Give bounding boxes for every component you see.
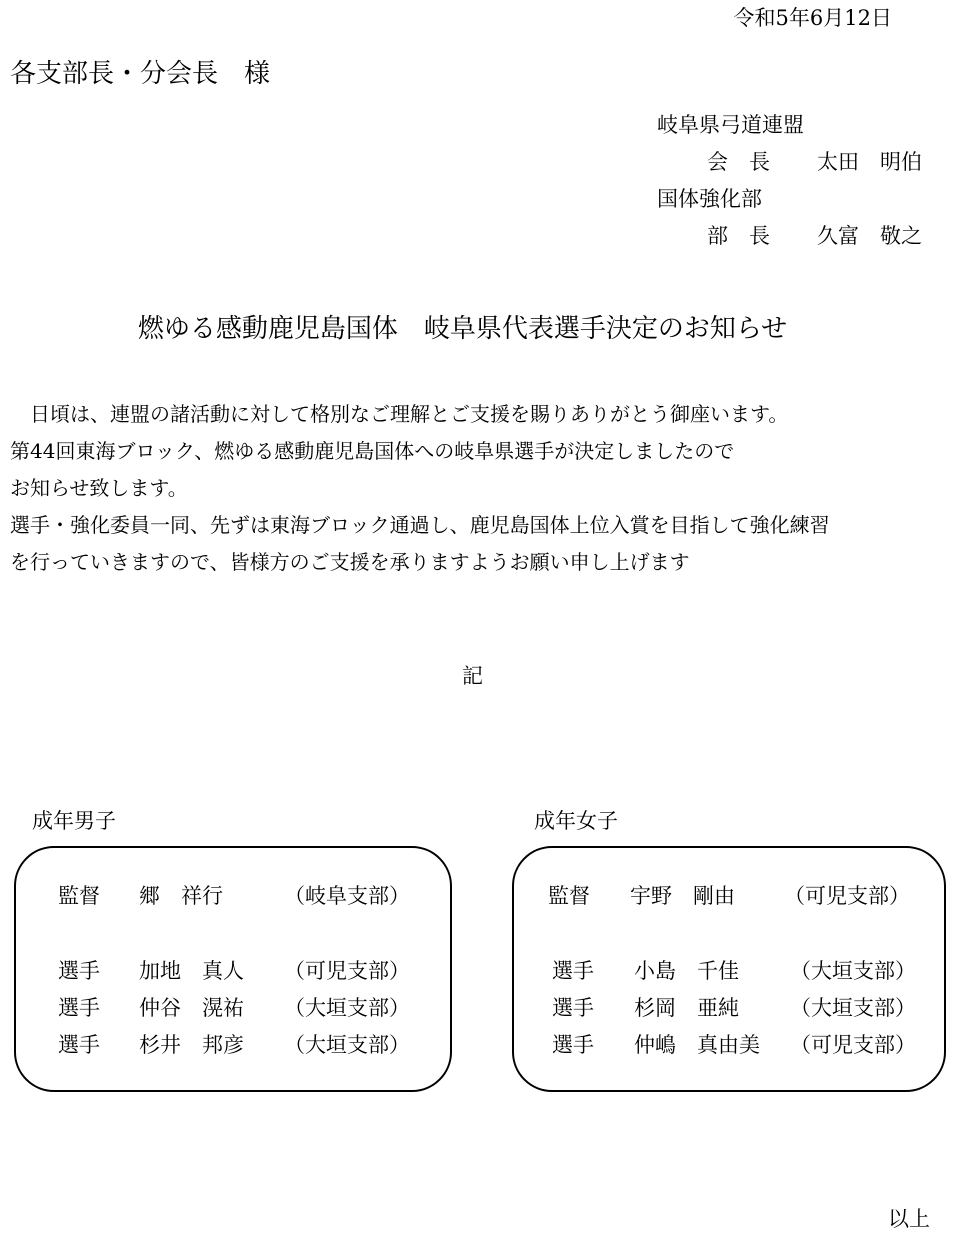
men-group-title: 成年男子	[32, 809, 116, 833]
member-branch: （岐阜支部）	[284, 884, 410, 908]
sender-dept-role: 部 長	[707, 224, 770, 248]
member-name: 小島 千佳	[634, 959, 739, 983]
member-role: 監督	[58, 884, 100, 908]
member-name: 杉岡 亜純	[634, 996, 739, 1020]
men-roster-box	[14, 846, 452, 1092]
document-date: 令和5年6月12日	[733, 6, 892, 30]
sender-org-name: 太田 明伯	[817, 150, 922, 174]
member-branch: （可児支部）	[284, 959, 410, 983]
member-name: 杉井 邦彦	[139, 1033, 244, 1057]
member-role: 選手	[58, 1033, 100, 1057]
member-role: 監督	[548, 884, 590, 908]
ki-heading: 記	[462, 664, 483, 688]
sender-dept-name: 久富 敬之	[817, 224, 922, 248]
member-name: 仲谷 滉祐	[139, 996, 244, 1020]
women-roster-box	[512, 846, 946, 1092]
member-name: 宇野 剛由	[630, 884, 735, 908]
member-role: 選手	[58, 959, 100, 983]
member-role: 選手	[552, 959, 594, 983]
body-line: 日頃は、連盟の諸活動に対して格別なご理解とご支援を賜りありがとう御座います。	[10, 402, 789, 426]
member-name: 郷 祥行	[139, 884, 223, 908]
member-branch: （可児支部）	[784, 884, 910, 908]
member-role: 選手	[58, 996, 100, 1020]
body-line: 選手・強化委員一同、先ずは東海ブロック通過し、鹿児島国体上位入賞を目指して強化練習	[10, 513, 830, 537]
body-line: お知らせ致します。	[10, 476, 188, 500]
body-line: 第44回東海ブロック、燃ゆる感動鹿児島国体への岐阜県選手が決定しましたので	[10, 439, 735, 463]
member-name: 仲嶋 真由美	[634, 1033, 760, 1057]
member-branch: （大垣支部）	[284, 996, 410, 1020]
body-line: を行っていきますので、皆様方のご支援を承りますようお願い申し上げます	[10, 550, 690, 574]
member-role: 選手	[552, 996, 594, 1020]
member-branch: （可児支部）	[790, 1033, 916, 1057]
sender-dept: 国体強化部	[657, 187, 762, 211]
sender-org-role: 会 長	[707, 150, 770, 174]
addressee: 各支部長・分会長 様	[10, 59, 271, 89]
member-branch: （大垣支部）	[790, 996, 916, 1020]
member-name: 加地 真人	[139, 959, 244, 983]
member-branch: （大垣支部）	[790, 959, 916, 983]
member-role: 選手	[552, 1033, 594, 1057]
body-paragraph	[10, 396, 830, 581]
sender-org: 岐阜県弓道連盟	[657, 113, 804, 137]
document-title: 燃ゆる感動鹿児島国体 岐阜県代表選手決定のお知らせ	[137, 314, 788, 344]
women-group-title: 成年女子	[534, 809, 618, 833]
member-branch: （大垣支部）	[284, 1033, 410, 1057]
closing-ijo: 以上	[888, 1207, 930, 1231]
